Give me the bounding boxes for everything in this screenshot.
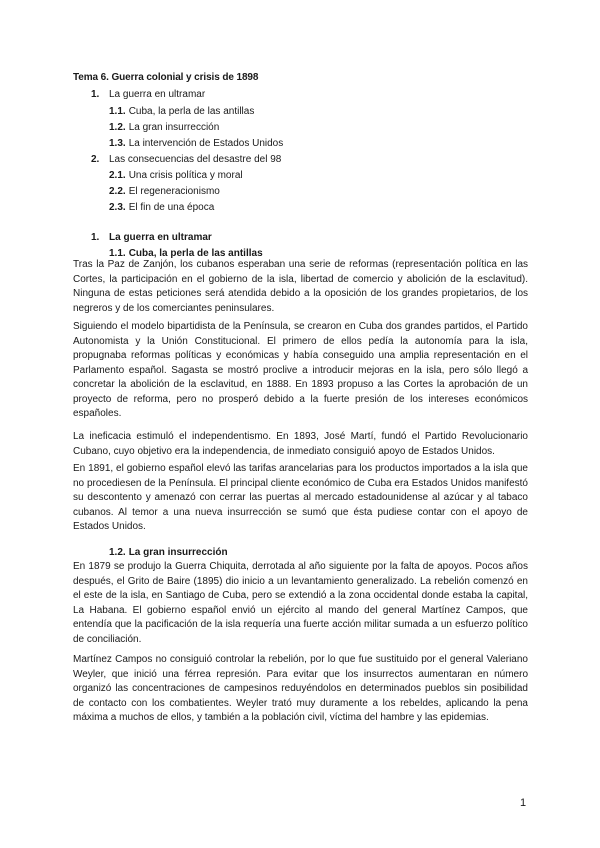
toc-item-label: El fin de una época [128, 202, 215, 213]
toc-item-number: 1.3. [109, 138, 126, 149]
toc-item [109, 137, 283, 150]
paragraph: La ineficacia estimuló el independentismo. En 1893, José Martí, fundó el Partido Revolucionario Cubano, cuyo objetivo era la independencia, de inmediato consiguió apoyo de Estados Unidos. [73, 431, 528, 457]
toc-item [109, 201, 214, 214]
toc-item-number: 1. [91, 89, 100, 100]
toc-item-label: Cuba, la perla de las antillas [128, 106, 255, 117]
section-number: 1. [91, 232, 100, 243]
subsection-heading [109, 547, 228, 558]
toc-item-label: Las consecuencias del desastre del 98 [109, 154, 282, 165]
toc-item [109, 185, 220, 198]
toc-item-label: El regeneracionismo [128, 186, 220, 197]
toc-item-number: 2.3. [109, 202, 126, 213]
paragraph: Martínez Campos no consiguió controlar la rebelión, por lo que fue sustituido por el general Valeriano Weyler, que inició una férrea represión. Para evitar que los insurrectos aumentaran en número organizó las concentraciones de campesinos reduyéndolos en determinados pueblos sin posibilidad de contacto con los combatientes. Weyler trató muy duramente a los rebeldes, aplicando la pena máxima a muchos de ellos, y también a la población civil, víctima del hambre y las epidemias. [73, 654, 528, 724]
toc-item [109, 121, 219, 134]
section-title: La guerra en ultramar [109, 232, 212, 243]
toc-item-number: 2.1. [109, 170, 126, 181]
subsection-number: 1.1. [109, 248, 126, 259]
paragraph: En 1891, el gobierno español elevó las tarifas arancelarias para los productos importados a la isla que no procediesen de la Península. El principal cliente económico de Cuba era Estados Unidos manifestó su descontento y amenazó con cerrar las puertas al mercado estadounidense al azúcar y al tabaco cubanos. Al temor a una nueva insurrección se sumó que ésta pudiese contar con el apoyo de Estados Unidos. [73, 463, 528, 533]
document-title: Tema 6. Guerra colonial y crisis de 1898 [73, 72, 259, 83]
toc-item-number: 2.2. [109, 186, 126, 197]
toc-item [91, 88, 205, 101]
toc-item-number: 1.2. [109, 122, 126, 133]
toc-item [91, 153, 281, 166]
toc-item [109, 105, 254, 118]
toc-item-label: La guerra en ultramar [109, 89, 206, 100]
toc-item-number: 2. [91, 154, 100, 165]
subsection-number: 1.2. [109, 547, 126, 558]
paragraph: En 1879 se produjo la Guerra Chiquita, derrotada al año siguiente por la falta de apoyos. Pocos años después, el Grito de Baire (1895) dio inicio a un levantamiento generalizado. La rebelión comenzó en el este de la isla, en Santiago de Cuba, pero se extendió a la zona occidental donde estaba la capital, La Habana. El gobierno español envió un ejército al mando del general Martínez Campos, que entendía que la pacificación de la isla requería una fuerte acción militar sumada a un esfuerzo político de conciliación. [73, 561, 528, 645]
subsection-title: La gran insurrección [128, 547, 228, 558]
toc-item [109, 169, 243, 182]
page-number: 1 [520, 797, 527, 809]
subsection-title: Cuba, la perla de las antillas [128, 248, 263, 259]
toc-item-number: 1.1. [109, 106, 126, 117]
toc-item-label: La gran insurrección [128, 122, 220, 133]
paragraph: Siguiendo el modelo bipartidista de la Península, se crearon en Cuba dos grandes partidos, el Partido Autonomista y la Unión Constitucional. El primero de ellos pedía la autonomía para la isla, propugnaba reformas políticas y económicas y había conseguido una amplia representación en el Parlamento español. Sagasta se mostró proclive a introducir mejoras en la isla, pero sólo llegó a concretar la abolición de la esclavitud, en 1888. En 1893 propuso a las Cortes la aprobación de un proyecto de reforma, pero no prosperó debido a la fuerte presión de los intereses económicos españoles. [73, 321, 528, 420]
toc-item-label: Una crisis política y moral [128, 170, 243, 181]
paragraph: Tras la Paz de Zanjón, los cubanos esperaban una serie de reformas (representación política en las Cortes, la participación en el gobierno de la isla, libertad de comercio y abolición de la esclavitud). Ninguna de estas peticiones será atendida debido a la oposición de los grandes propietarios, de los negreros y de los comerciantes peninsulares. [73, 259, 528, 314]
section-heading [91, 232, 212, 243]
toc-item-label: La intervención de Estados Unidos [128, 138, 284, 149]
